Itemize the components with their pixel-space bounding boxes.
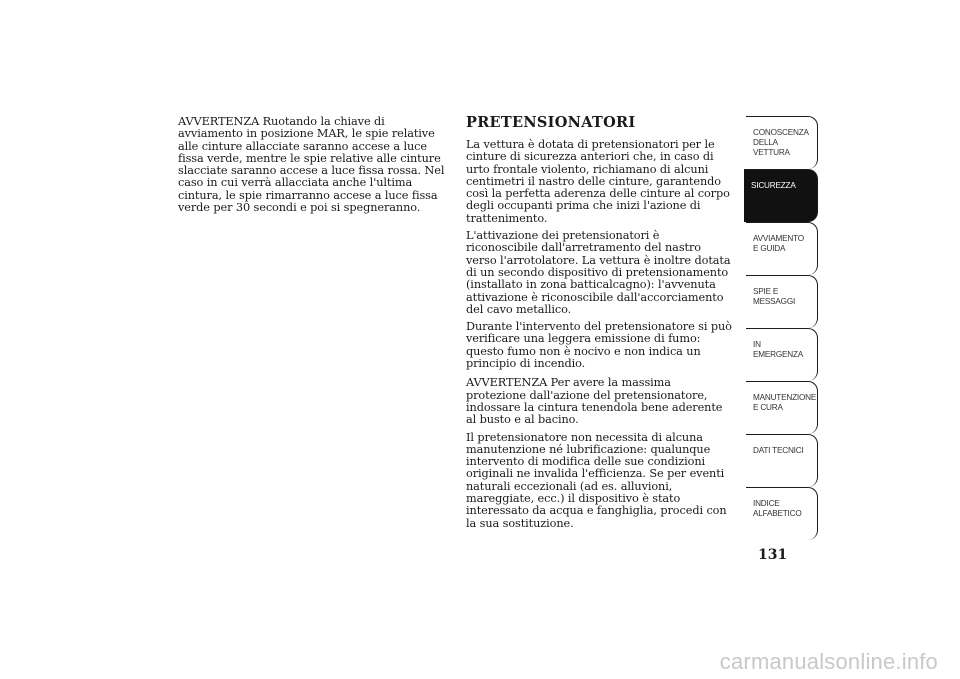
paragraph-5: Il pretensionatore non necessita di alcuna manutenzione né lubrificazione: qualunque intervento di modifica delle sue condizioni originali ne invalida l'efficienza. Se per eventi naturali eccezionali (ad es. alluvioni, mareggiate, ecc.) il dispositivo è stato interessato da acqua e fanghiglia, procedi con la sua sostituzione.: [466, 430, 727, 530]
tab-manutenzione-e-cura[interactable]: [746, 381, 818, 434]
left-column: [178, 116, 450, 219]
tab-label: SPIE E MESSAGGI: [753, 287, 796, 306]
tab-dati-tecnici[interactable]: [746, 434, 818, 487]
tab-label: CONOSCENZA DELLA VETTURA: [753, 128, 809, 157]
tab-label: SICUREZZA: [751, 181, 796, 190]
warning-paragraph: AVVERTENZA Ruotando la chiave di avviamento in posizione MAR, le spie relative alle cinture allacciate saranno accese a luce fissa verde, mentre le spie relative alle cinture slacciate saranno accese a luce fissa rossa. Nel caso in cui verrà allacciata anche l'ultima cintura, le spie rimarranno accese a luce fissa verde per 30 secondi e poi si spegneranno.: [178, 115, 445, 215]
tab-conoscenza-della-vettura[interactable]: [746, 116, 818, 169]
tab-label: AVVIAMENTO E GUIDA: [753, 234, 804, 253]
paragraph-1: La vettura è dotata di pretensionatori per le cinture di sicurezza anteriori che, in caso di urto frontale violento, richiamano di alcuni centimetri il nastro delle cinture, garantendo così la perfetta aderenza delle cinture al corpo degli occupanti prima che inizi l'azione di trattenimento.: [466, 138, 730, 225]
section-heading: PRETENSIONATORI: [466, 114, 636, 131]
paragraph-4: AVVERTENZA Per avere la massima protezione dall'azione del pretensionatore, indossare la cintura tenendola bene aderente al busto e al bacino.: [466, 376, 723, 427]
tab-avviamento-e-guida[interactable]: [746, 222, 818, 275]
watermark: carmanualsonline.info: [719, 649, 938, 674]
tab-label: INDICE ALFABETICO: [753, 499, 802, 518]
tab-label: IN EMERGENZA: [753, 340, 804, 359]
paragraph-2: L'attivazione dei pretensionatori è riconoscibile dall'arretramento del nastro verso l'arrotolatore. La vettura è inoltre dotata di un secondo dispositivo di pretensionamento (installato in zona batticalcagno): l'avvenuta attivazione è riconoscibile dall'accorciamento del cavo metallico.: [466, 229, 731, 316]
tab-sicurezza[interactable]: [744, 169, 818, 222]
tab-in-emergenza[interactable]: [746, 328, 818, 381]
page-number: 131: [758, 547, 788, 563]
right-column: [466, 114, 734, 535]
tab-spie-e-messaggi[interactable]: [746, 275, 818, 328]
paragraph-3: Durante l'intervento del pretensionatore si può verificare una leggera emissione di fumo: questo fumo non è nocivo e non indica un principio di incendio.: [466, 320, 732, 371]
tab-indice-alfabetico[interactable]: [746, 487, 818, 540]
chapter-tabs: [746, 116, 818, 542]
tab-label: DATI TECNICI: [753, 446, 804, 455]
tab-label: MANUTENZIONE E CURA: [753, 393, 817, 412]
